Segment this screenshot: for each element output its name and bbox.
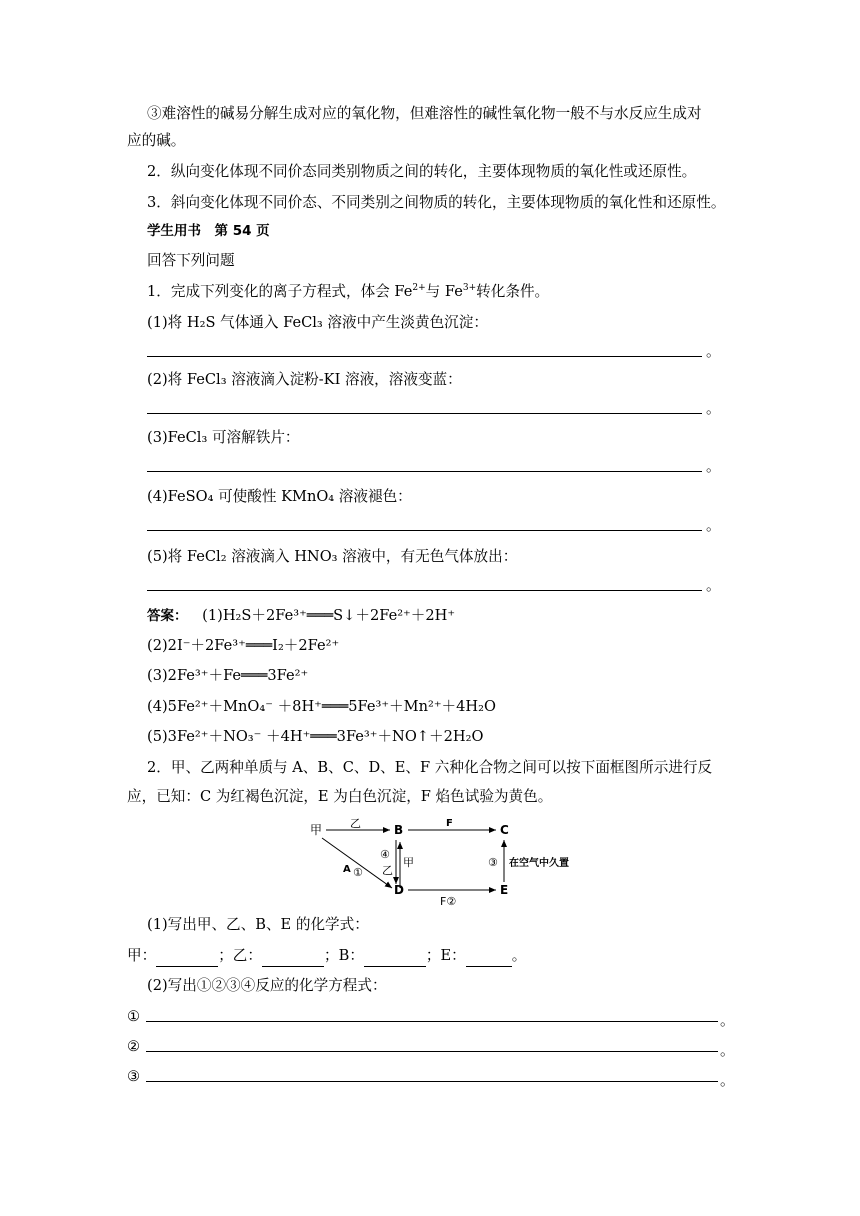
answer-5: (5)3Fe²⁺＋NO₃⁻ ＋4H⁺═══3Fe³⁺＋NO↑＋2H₂O xyxy=(147,728,484,745)
label-yi-top: 乙 xyxy=(350,818,361,830)
eq-line-2[interactable] xyxy=(146,1037,718,1052)
fill-yi-label: ；乙： xyxy=(218,947,262,964)
node-jia: 甲 xyxy=(310,823,323,837)
end-mark-4: 。 xyxy=(706,517,721,534)
eq-label-2: ② xyxy=(127,1038,141,1055)
fill-b-label: ；B： xyxy=(324,947,364,964)
q1-item-2: (2)将 FeCl₃ 溶液滴入淀粉-KI 溶液，溶液变蓝： xyxy=(147,371,462,388)
fill-jia-label: 甲： xyxy=(127,947,157,964)
eq-line-3[interactable] xyxy=(146,1067,718,1082)
label-f-top: F xyxy=(446,818,453,829)
label-a: A xyxy=(343,864,351,875)
eq-end-1: 。 xyxy=(720,1012,735,1029)
q1-title-post: 转化条件。 xyxy=(476,283,550,300)
question-2-line2: 应，已知：C 为红褐色沉淀，E 为白色沉淀，F 焰色试验为黄色。 xyxy=(127,788,553,805)
fill-end: 。 xyxy=(511,947,527,964)
label-circ-4: ④ xyxy=(380,848,390,861)
end-mark-3: 。 xyxy=(706,458,721,475)
q2-sub2: (2)写出①②③④反应的化学方程式： xyxy=(147,977,387,994)
eq-end-3: 。 xyxy=(720,1072,735,1089)
fill-e-blank[interactable] xyxy=(466,946,512,967)
fill-e-label: ；E： xyxy=(425,947,466,964)
node-e: E xyxy=(500,883,509,897)
q2-sub1: (1)写出甲、乙、B、E 的化学式： xyxy=(147,916,369,933)
arrow-jia-d xyxy=(322,838,392,888)
label-circ-3: ③ xyxy=(488,856,498,869)
answer-line-3[interactable] xyxy=(147,459,702,472)
reaction-diagram xyxy=(308,818,598,906)
paragraph-3: 3．斜向变化体现不同价态、不同类别之间物质的转化，主要体现物质的氧化性和还原性。 xyxy=(147,194,726,211)
q1-item-4: (4)FeSO₄ 可使酸性 KMnO₄ 溶液褪色： xyxy=(147,488,412,505)
eq-end-2: 。 xyxy=(720,1042,735,1059)
section-header: 学生用书 第 54 页 xyxy=(147,223,270,239)
q1-item-1: (1)将 H₂S 气体通入 FeCl₃ 溶液中产生淡黄色沉淀： xyxy=(147,314,488,331)
answer-2: (2)2I⁻＋2Fe³⁺═══I₂＋2Fe²⁺ xyxy=(147,637,340,654)
answer-line-4[interactable] xyxy=(147,518,702,531)
q1-item-5: (5)将 FeCl₂ 溶液滴入 HNO₃ 溶液中，有无色气体放出： xyxy=(147,548,518,565)
q1-title-mid: 与 Fe xyxy=(425,283,463,300)
paragraph-1b: 应的碱。 xyxy=(127,132,186,149)
node-b: B xyxy=(394,823,404,837)
end-mark-2: 。 xyxy=(706,400,721,417)
q1-sup-2: 2+ xyxy=(412,283,426,294)
q1-title-pre: 1．完成下列变化的离子方程式，体会 Fe xyxy=(147,283,413,300)
node-c: C xyxy=(500,823,509,837)
fill-b-blank[interactable] xyxy=(364,946,426,967)
paragraph-1a: ③难溶性的碱易分解生成对应的氧化物，但难溶性的碱性氧化物一般不与水反应生成对 xyxy=(147,105,702,122)
answer-line-2[interactable] xyxy=(147,401,702,414)
node-d: D xyxy=(394,883,404,897)
question-1-title xyxy=(147,282,549,302)
label-circ-1: ① xyxy=(353,866,363,879)
end-mark-1: 。 xyxy=(706,343,721,360)
answer-3: (3)2Fe³⁺＋Fe═══3Fe²⁺ xyxy=(147,667,309,684)
eq-label-1: ① xyxy=(127,1008,141,1025)
paragraph-2: 2．纵向变化体现不同价态同类别物质之间的转化，主要体现物质的氧化性或还原性。 xyxy=(147,163,697,180)
answer-4: (4)5Fe²⁺＋MnO₄⁻ ＋8H⁺═══5Fe³⁺＋Mn²⁺＋4H₂O xyxy=(147,698,496,715)
fill-yi-blank[interactable] xyxy=(262,946,324,967)
fill-jia-blank[interactable] xyxy=(156,946,218,967)
answer-1: (1)H₂S＋2Fe³⁺═══S↓＋2Fe²⁺＋2H⁺ xyxy=(202,607,456,624)
q1-item-3: (3)FeCl₃ 可溶解铁片： xyxy=(147,429,300,446)
label-f2: F② xyxy=(440,895,457,906)
label-jia-side: 甲 xyxy=(403,856,414,869)
answer-line-1[interactable] xyxy=(147,344,702,357)
prompt: 回答下列问题 xyxy=(147,252,235,269)
question-2-line1: 2．甲、乙两种单质与 A、B、C、D、E、F 六种化合物之间可以按下面框图所示进行反 xyxy=(147,759,713,776)
answer-1-row xyxy=(147,606,455,626)
q1-sup-3: 3+ xyxy=(462,283,477,294)
answer-label: 答案： xyxy=(147,608,188,624)
eq-line-1[interactable] xyxy=(146,1007,718,1022)
label-air: 在空气中久置 xyxy=(509,858,569,869)
end-mark-5: 。 xyxy=(706,577,721,594)
eq-label-3: ③ xyxy=(127,1068,141,1085)
q2-fill-row xyxy=(127,946,526,967)
answer-line-5[interactable] xyxy=(147,578,702,591)
label-yi-side: 乙 xyxy=(382,864,393,877)
